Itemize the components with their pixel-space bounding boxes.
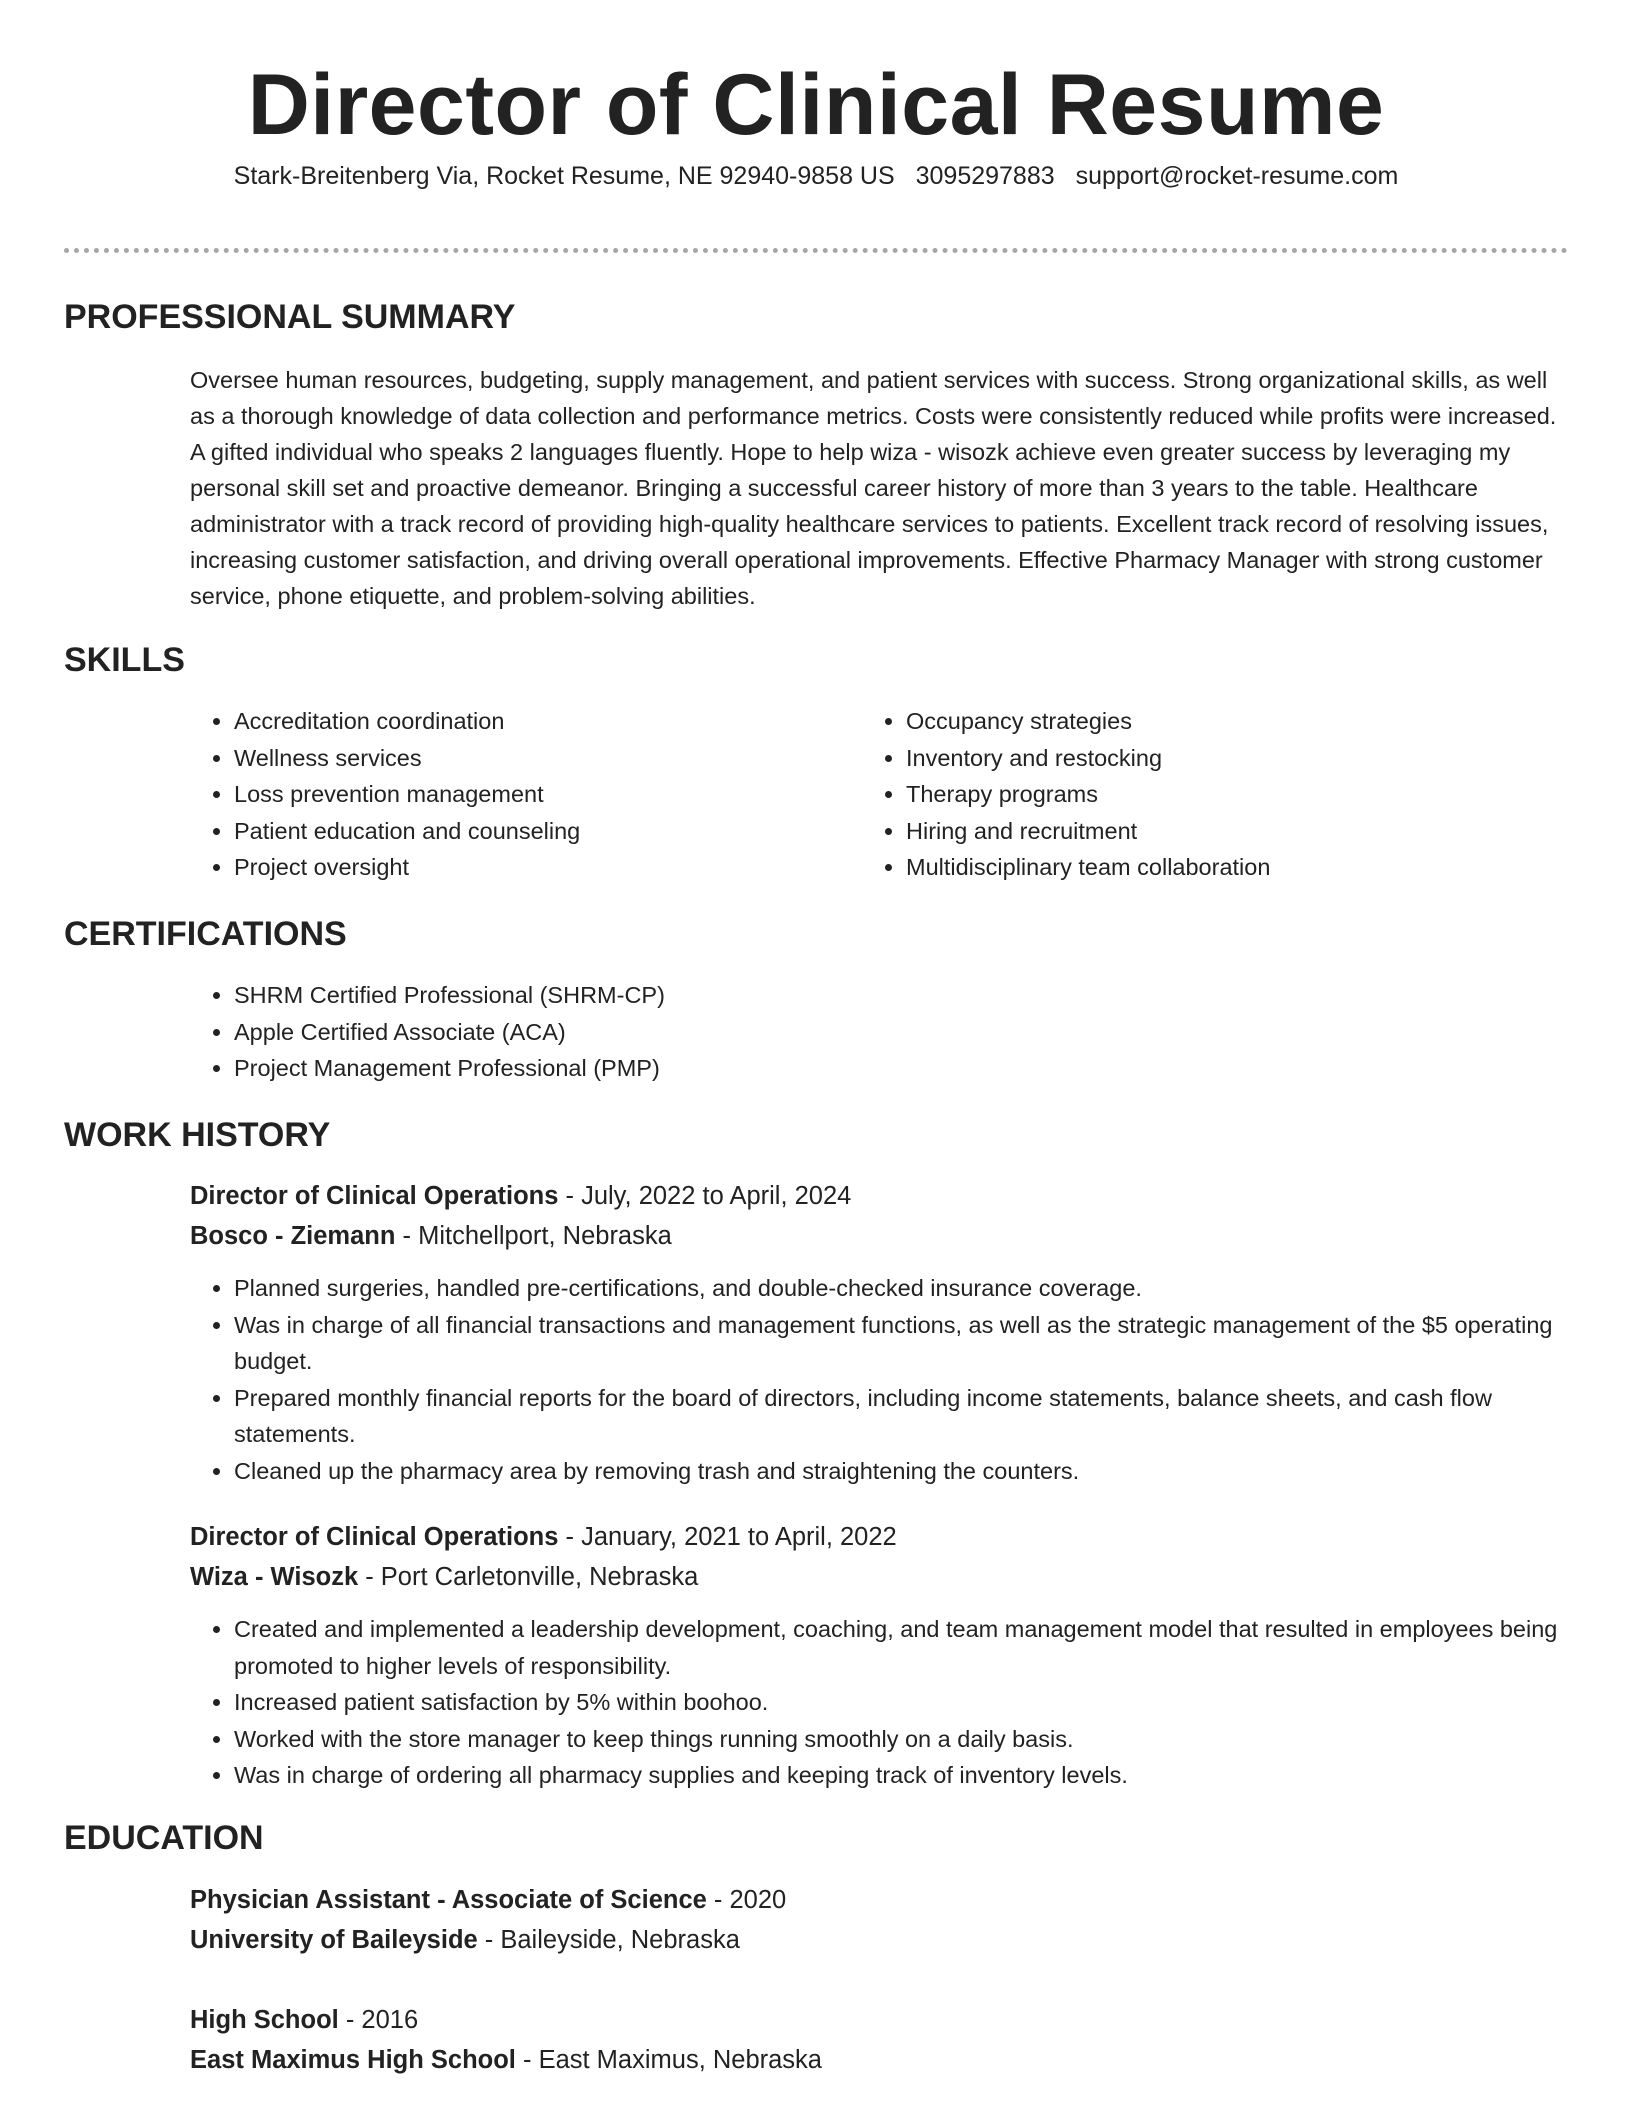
list-item: • Hiring and recruitment: [906, 813, 1562, 850]
list-item: • Was in charge of all financial transactions and management functions, as well as the strategic management of the $5 operating budget.: [234, 1307, 1568, 1380]
section-title-certifications: CERTIFICATIONS: [64, 915, 347, 953]
list-item: • Therapy programs: [906, 776, 1562, 813]
job-role: Director of Clinical Operations: [190, 1182, 559, 1210]
list-item: • Inventory and restocking: [906, 740, 1562, 777]
list-item: • Patient education and counseling: [234, 813, 790, 850]
education-school-line: [190, 1920, 1568, 1960]
job-title-line: [190, 1517, 1568, 1557]
education-year: - 2016: [338, 2006, 419, 2034]
education-degree-line: [190, 1880, 1568, 1920]
job-entry: [190, 1176, 1568, 1256]
job-company: Wiza - Wisozk: [190, 1563, 359, 1591]
list-item: • SHRM Certified Professional (SHRM-CP): [234, 977, 1568, 1014]
header-divider: [64, 248, 1568, 253]
job-location: - Port Carletonville, Nebraska: [358, 1563, 699, 1591]
section-title-skills: SKILLS: [64, 641, 185, 679]
list-item: • Wellness services: [234, 740, 790, 777]
list-item: • Project Management Professional (PMP): [234, 1050, 1568, 1087]
resume-page: [64, 0, 1568, 2074]
education-degree-line: [190, 2000, 1568, 2040]
job-dates: - January, 2021 to April, 2022: [558, 1523, 897, 1551]
list-item: • Was in charge of ordering all pharmacy supplies and keeping track of inventory levels.: [234, 1757, 1568, 1794]
list-item: • Project oversight: [234, 849, 790, 886]
list-item: • Loss prevention management: [234, 776, 790, 813]
list-item: • Prepared monthly financial reports for the board of directors, including income statements, balance sheets, and cash flow statements.: [234, 1380, 1568, 1453]
list-item: • Created and implemented a leadership development, coaching, and team management model that resulted in employees being promoted to higher levels of responsibility.: [234, 1611, 1568, 1684]
list-item: • Cleaned up the pharmacy area by removing trash and straightening the counters.: [234, 1453, 1568, 1490]
education-location: - East Maximus, Nebraska: [515, 2046, 822, 2074]
job-bullets: [190, 1270, 1568, 1489]
education-degree: High School: [190, 2006, 339, 2034]
contact-address: Stark-Breitenberg Via, Rocket Resume, NE 92940-9858 US: [233, 162, 895, 190]
job-company-line: [190, 1557, 1568, 1597]
list-item: • Increased patient satisfaction by 5% within boohoo.: [234, 1684, 1568, 1721]
list-item: • Multidisciplinary team collaboration: [906, 849, 1562, 886]
certifications-list: [190, 977, 1568, 1087]
list-item: • Apple Certified Associate (ACA): [234, 1014, 1568, 1051]
job-bullets: [190, 1611, 1568, 1794]
education-degree: Physician Assistant - Associate of Science: [190, 1886, 707, 1914]
list-item: • Worked with the store manager to keep things running smoothly on a daily basis.: [234, 1721, 1568, 1758]
section-title-summary: PROFESSIONAL SUMMARY: [64, 298, 516, 336]
contact-line: [64, 160, 1568, 192]
list-item: • Accreditation coordination: [234, 703, 790, 740]
job-title-line: [190, 1176, 1568, 1216]
education-entry: [190, 1880, 1568, 1960]
skills-left-column: [190, 703, 790, 886]
list-item: • Occupancy strategies: [906, 703, 1562, 740]
list-item: • Planned surgeries, handled pre-certifications, and double-checked insurance coverage.: [234, 1270, 1568, 1307]
job-company: Bosco - Ziemann: [190, 1222, 396, 1250]
education-location: - Baileyside, Nebraska: [477, 1926, 740, 1954]
education-school: University of Baileyside: [190, 1926, 478, 1954]
summary-block: [190, 362, 1568, 614]
job-entry: [190, 1517, 1568, 1597]
job-company-line: [190, 1216, 1568, 1256]
job-location: - Mitchellport, Nebraska: [395, 1222, 672, 1250]
job-dates: - July, 2022 to April, 2024: [558, 1182, 852, 1210]
job-role: Director of Clinical Operations: [190, 1523, 559, 1551]
skills-right-column: [862, 703, 1562, 886]
summary-text: Oversee human resources, budgeting, supply management, and patient services with success. Strong organizational skills, as well as a thorough knowledge of data collection and performance metrics. Costs were consistently reduced while profits were increased. A gifted individual who speaks 2 languages fluently. Hope to help wiza - wisozk achieve even greater success by leveraging my personal skill set and proactive demeanor. Bringing a successful career history of more than 3 years to the table. Healthcare administrator with a track record of providing high-quality healthcare services to patients. Excellent track record of resolving issues, increasing customer satisfaction, and driving overall operational improvements. Effective Pharmacy Manager with strong customer service, phone etiquette, and problem-solving abilities.: [190, 367, 1557, 609]
education-entry: [190, 2000, 1568, 2080]
resume-title: Director of Clinical Resume: [247, 57, 1385, 153]
education-year: - 2020: [706, 1886, 787, 1914]
section-title-education: EDUCATION: [64, 1819, 264, 1857]
contact-email: support@rocket-resume.com: [1075, 162, 1399, 190]
education-school: East Maximus High School: [190, 2046, 516, 2074]
education-school-line: [190, 2040, 1568, 2080]
contact-phone: 3095297883: [915, 162, 1055, 190]
section-title-work-history: WORK HISTORY: [64, 1116, 331, 1154]
